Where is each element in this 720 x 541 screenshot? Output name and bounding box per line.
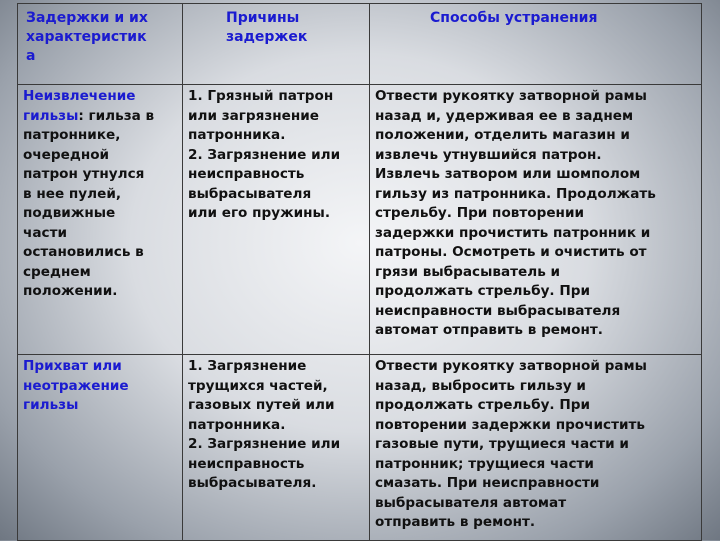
remedy-line: задержки прочистить патронник и: [375, 224, 651, 241]
header-causes: [183, 4, 370, 85]
remedy-line: смазать. При неисправности: [375, 475, 600, 491]
remedy-line: автомат отправить в ремонт.: [375, 322, 603, 338]
causes-cell: [183, 85, 370, 355]
delay-cell: [18, 355, 183, 541]
remedy-line: отправить в ремонт.: [375, 514, 536, 530]
cause-line: 2. Загрязнение или: [188, 436, 341, 452]
cause-line: неисправность: [188, 166, 305, 182]
header-causes-line: задержек: [226, 29, 308, 45]
header-causes-line: Причины: [226, 10, 300, 26]
delay-desc-line: остановились в: [23, 244, 144, 260]
remedy-line: гильзу из патронника. Продолжать: [375, 185, 656, 202]
delay-desc-line: подвижные: [23, 205, 116, 221]
delay-desc-line: [23, 107, 178, 127]
delay-name-line: Прихват или: [23, 358, 122, 374]
cause-line: патронника.: [188, 127, 286, 143]
remedy-line: газовые пути, трущиеся части и: [375, 436, 629, 452]
remedy-line: неисправности выбрасывателя: [375, 302, 621, 319]
remedy-line: грязи выбрасыватель и: [375, 263, 561, 280]
header-delays-line: характеристик: [26, 29, 147, 45]
remedy-line: назад и, удерживая ее в заднем: [375, 107, 634, 124]
delay-desc-line: части: [23, 224, 67, 241]
delay-name-line: Неизвлечение: [23, 88, 136, 104]
delay-name-line: гильзы: [23, 397, 79, 413]
causes-cell: [183, 355, 370, 541]
header-delays-line: а: [26, 48, 36, 64]
remedy-line: назад, выбросить гильзу и: [375, 377, 586, 394]
cause-line: патронника.: [188, 416, 286, 433]
delay-desc-line: патроннике,: [23, 127, 121, 143]
delay-desc-text: : гильза в: [78, 107, 155, 124]
remedy-line: патроны. Осмотреть и очистить от: [375, 244, 647, 260]
delays-table: [17, 3, 702, 541]
remedy-cell: [370, 85, 702, 355]
remedy-line: Извлечь затвором или шомполом: [375, 166, 641, 182]
header-remedies: [370, 4, 702, 85]
cause-line: 1. Грязный патрон: [188, 88, 334, 104]
cause-line: выбрасывателя.: [188, 475, 317, 491]
delay-desc-line: очередной: [23, 146, 110, 163]
cause-line: выбрасывателя: [188, 185, 312, 202]
remedy-line: положении, отделить магазин и: [375, 127, 630, 143]
header-delays: [18, 4, 183, 85]
table-row: [18, 85, 702, 355]
cause-line: или его пружины.: [188, 205, 331, 221]
remedy-line: продолжать стрельбу. При: [375, 397, 590, 413]
remedy-cell: [370, 355, 702, 541]
remedy-line: стрельбу. При повторении: [375, 205, 584, 221]
delay-desc-line: патрон утнулся: [23, 166, 145, 182]
cause-line: 1. Загрязнение: [188, 358, 307, 374]
table-row: [18, 355, 702, 541]
remedy-line: извлечь утнувшийся патрон.: [375, 146, 602, 163]
remedy-line: патронник; трущиеся части: [375, 455, 594, 472]
cause-line: или загрязнение: [188, 107, 320, 124]
header-remedies-line: Способы устранения: [430, 10, 598, 26]
cause-line: 2. Загрязнение или: [188, 146, 341, 163]
remedy-line: Отвести рукоятку затворной рамы: [375, 88, 647, 104]
delay-name-line: неотражение: [23, 377, 129, 394]
remedy-line: повторении задержки прочистить: [375, 416, 645, 433]
remedy-line: продолжать стрельбу. При: [375, 283, 590, 299]
remedy-line: выбрасывателя автомат: [375, 494, 567, 511]
delay-desc-line: среднем: [23, 263, 91, 280]
header-row: [18, 4, 702, 85]
delay-desc-line: положении.: [23, 283, 118, 299]
delay-cell: [18, 85, 183, 355]
cause-line: неисправность: [188, 455, 305, 472]
cause-line: трущихся частей,: [188, 377, 328, 394]
delay-name-line: гильзы: [23, 107, 79, 124]
delay-desc-line: в нее пулей,: [23, 185, 122, 202]
header-delays-line: Задержки и их: [26, 10, 148, 26]
remedy-line: Отвести рукоятку затворной рамы: [375, 358, 647, 374]
cause-line: газовых путей или: [188, 397, 335, 413]
